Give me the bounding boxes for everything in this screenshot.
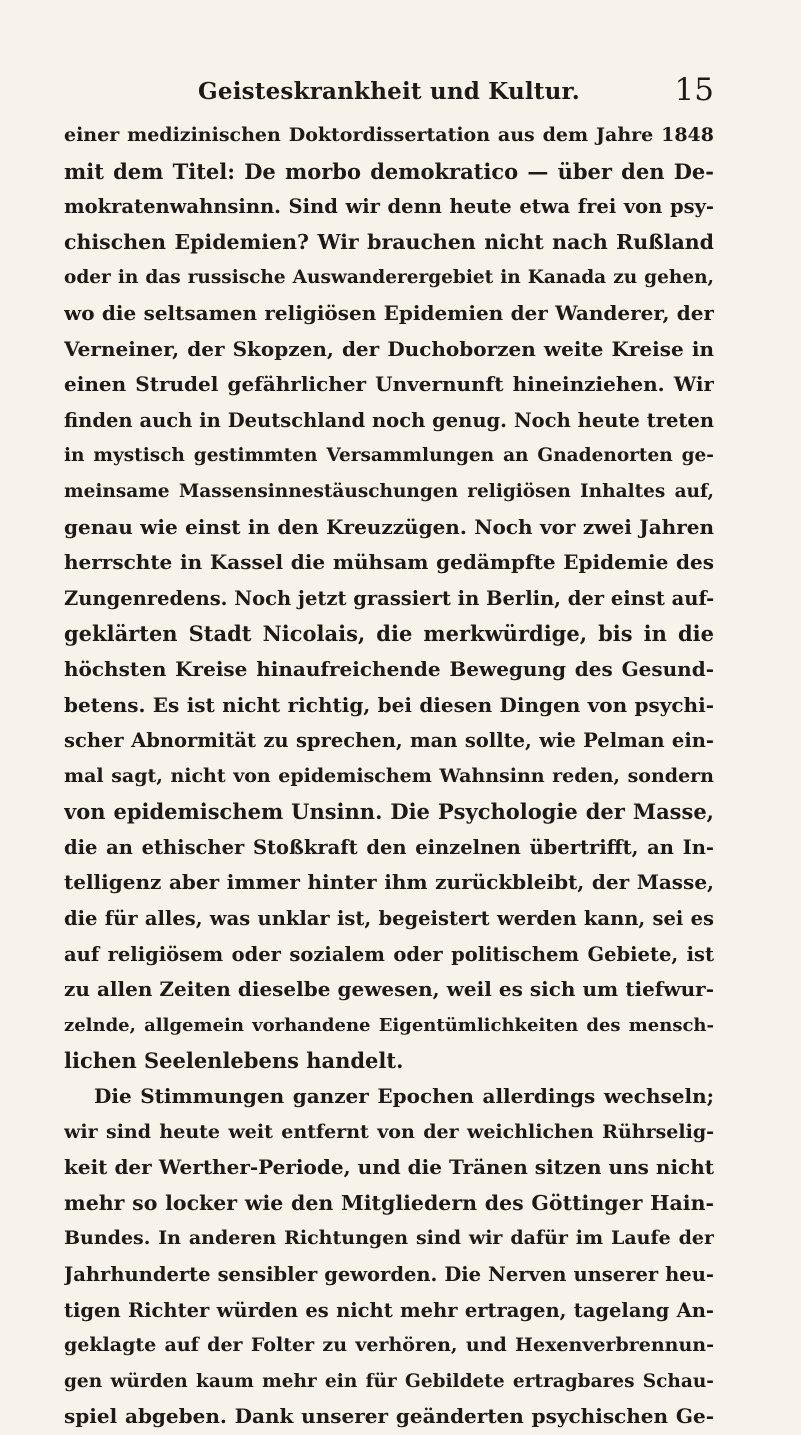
running-header (64, 72, 714, 112)
text-line: von epidemischem Unsinn. Die Psychologie der Masse, (64, 799, 714, 825)
text-line: herrschte in Kassel die mühsam gedämpfte Epidemie des (64, 550, 714, 575)
text-line: die an ethischer Stoßkraft den einzelnen übertrifft, an In- (64, 835, 714, 859)
text-line: geklagte auf der Folter zu verhören, und Hexenverbrennun- (64, 1334, 714, 1357)
text-line: mal sagt, nicht von epidemischem Wahnsinn reden, sondern (64, 764, 714, 787)
text-line: auf religiösem oder sozialem oder politischem Gebiete, ist (64, 942, 714, 966)
text-line: finden auch in Deutschland noch genug. Noch heute treten (64, 408, 714, 432)
text-line: wir sind heute weit entfernt von der weichlichen Rührselig- (64, 1120, 714, 1143)
page-number: 15 (674, 72, 714, 108)
text-line: zelnde, allgemein vorhandene Eigentümlichkeiten des mensch- (64, 1014, 714, 1036)
text-line: telligenz aber immer hinter ihm zurückbleibt, der Masse, (64, 870, 714, 895)
text-line: zu allen Zeiten dieselbe gewesen, weil es sich um tiefwur- (64, 977, 714, 1002)
text-line: spiel abgeben. Dank unserer geänderten psychischen Ge- (64, 1404, 714, 1429)
text-line: Die Stimmungen ganzer Epochen allerdings wechseln; (94, 1084, 714, 1109)
text-line: mit dem Titel: De morbo demokratico — über den De- (64, 158, 714, 184)
text-line: scher Abnormität zu sprechen, man sollte, wie Pelman ein- (64, 729, 714, 753)
text-line: betens. Es ist nicht richtig, bei diesen Dingen von psychi- (64, 692, 714, 717)
text-line: einer medizinischen Doktordissertation aus dem Jahre 1848 (64, 124, 714, 146)
text-line: Zungenredens. Noch jetzt grassiert in Berlin, der einst auf- (64, 586, 714, 610)
body-text (64, 118, 714, 1435)
text-line: lichen Seelenlebens handelt. (64, 1048, 404, 1074)
text-line: chischen Epidemien? Wir brauchen nicht nach Rußland (64, 229, 714, 254)
text-line: wo die seltsamen religiösen Epidemien der Wanderer, der (64, 300, 714, 325)
text-line: meinsame Massensinnestäuschungen religiösen Inhaltes auf, (64, 480, 714, 502)
text-line: Verneiner, der Skopzen, der Duchoborzen weite Kreise in (64, 336, 714, 361)
text-line: keit der Werther-Periode, und die Tränen sitzen uns nicht (64, 1155, 714, 1180)
text-line: in mystisch gestimmten Versammlungen an Gnadenorten ge- (64, 445, 714, 467)
text-line: mokratenwahnsinn. Sind wir denn heute etwa frei von psy- (64, 195, 714, 219)
text-line: Bundes. In anderen Richtungen sind wir dafür im Laufe der (64, 1227, 714, 1250)
text-line: genau wie einst in den Kreuzzügen. Noch vor zwei Jahren (64, 514, 714, 539)
text-line: höchsten Kreise hinaufreichende Bewegung des Gesund- (64, 656, 714, 681)
text-line: gen würden kaum mehr ein für Gebildete ertragbares Schau- (64, 1370, 714, 1392)
text-line: geklärten Stadt Nicolais, die merkwürdige, bis in die (64, 621, 714, 647)
text-line: oder in das russische Auswanderergebiet in Kanada zu gehen, (64, 267, 714, 289)
running-title: Geisteskrankheit und Kultur. (198, 78, 580, 105)
text-line: Jahrhunderte sensibler geworden. Die Nerven unserer heu- (64, 1263, 714, 1286)
text-line: tigen Richter würden es nicht mehr ertragen, tagelang An- (64, 1298, 714, 1322)
text-line: mehr so locker wie den Mitgliedern des Göttinger Hain- (64, 1190, 714, 1215)
text-line: die für alles, was unklar ist, begeistert werden kann, sei es (64, 907, 714, 931)
text-line: einen Strudel gefährlicher Unvernunft hineinziehen. Wir (64, 372, 714, 397)
